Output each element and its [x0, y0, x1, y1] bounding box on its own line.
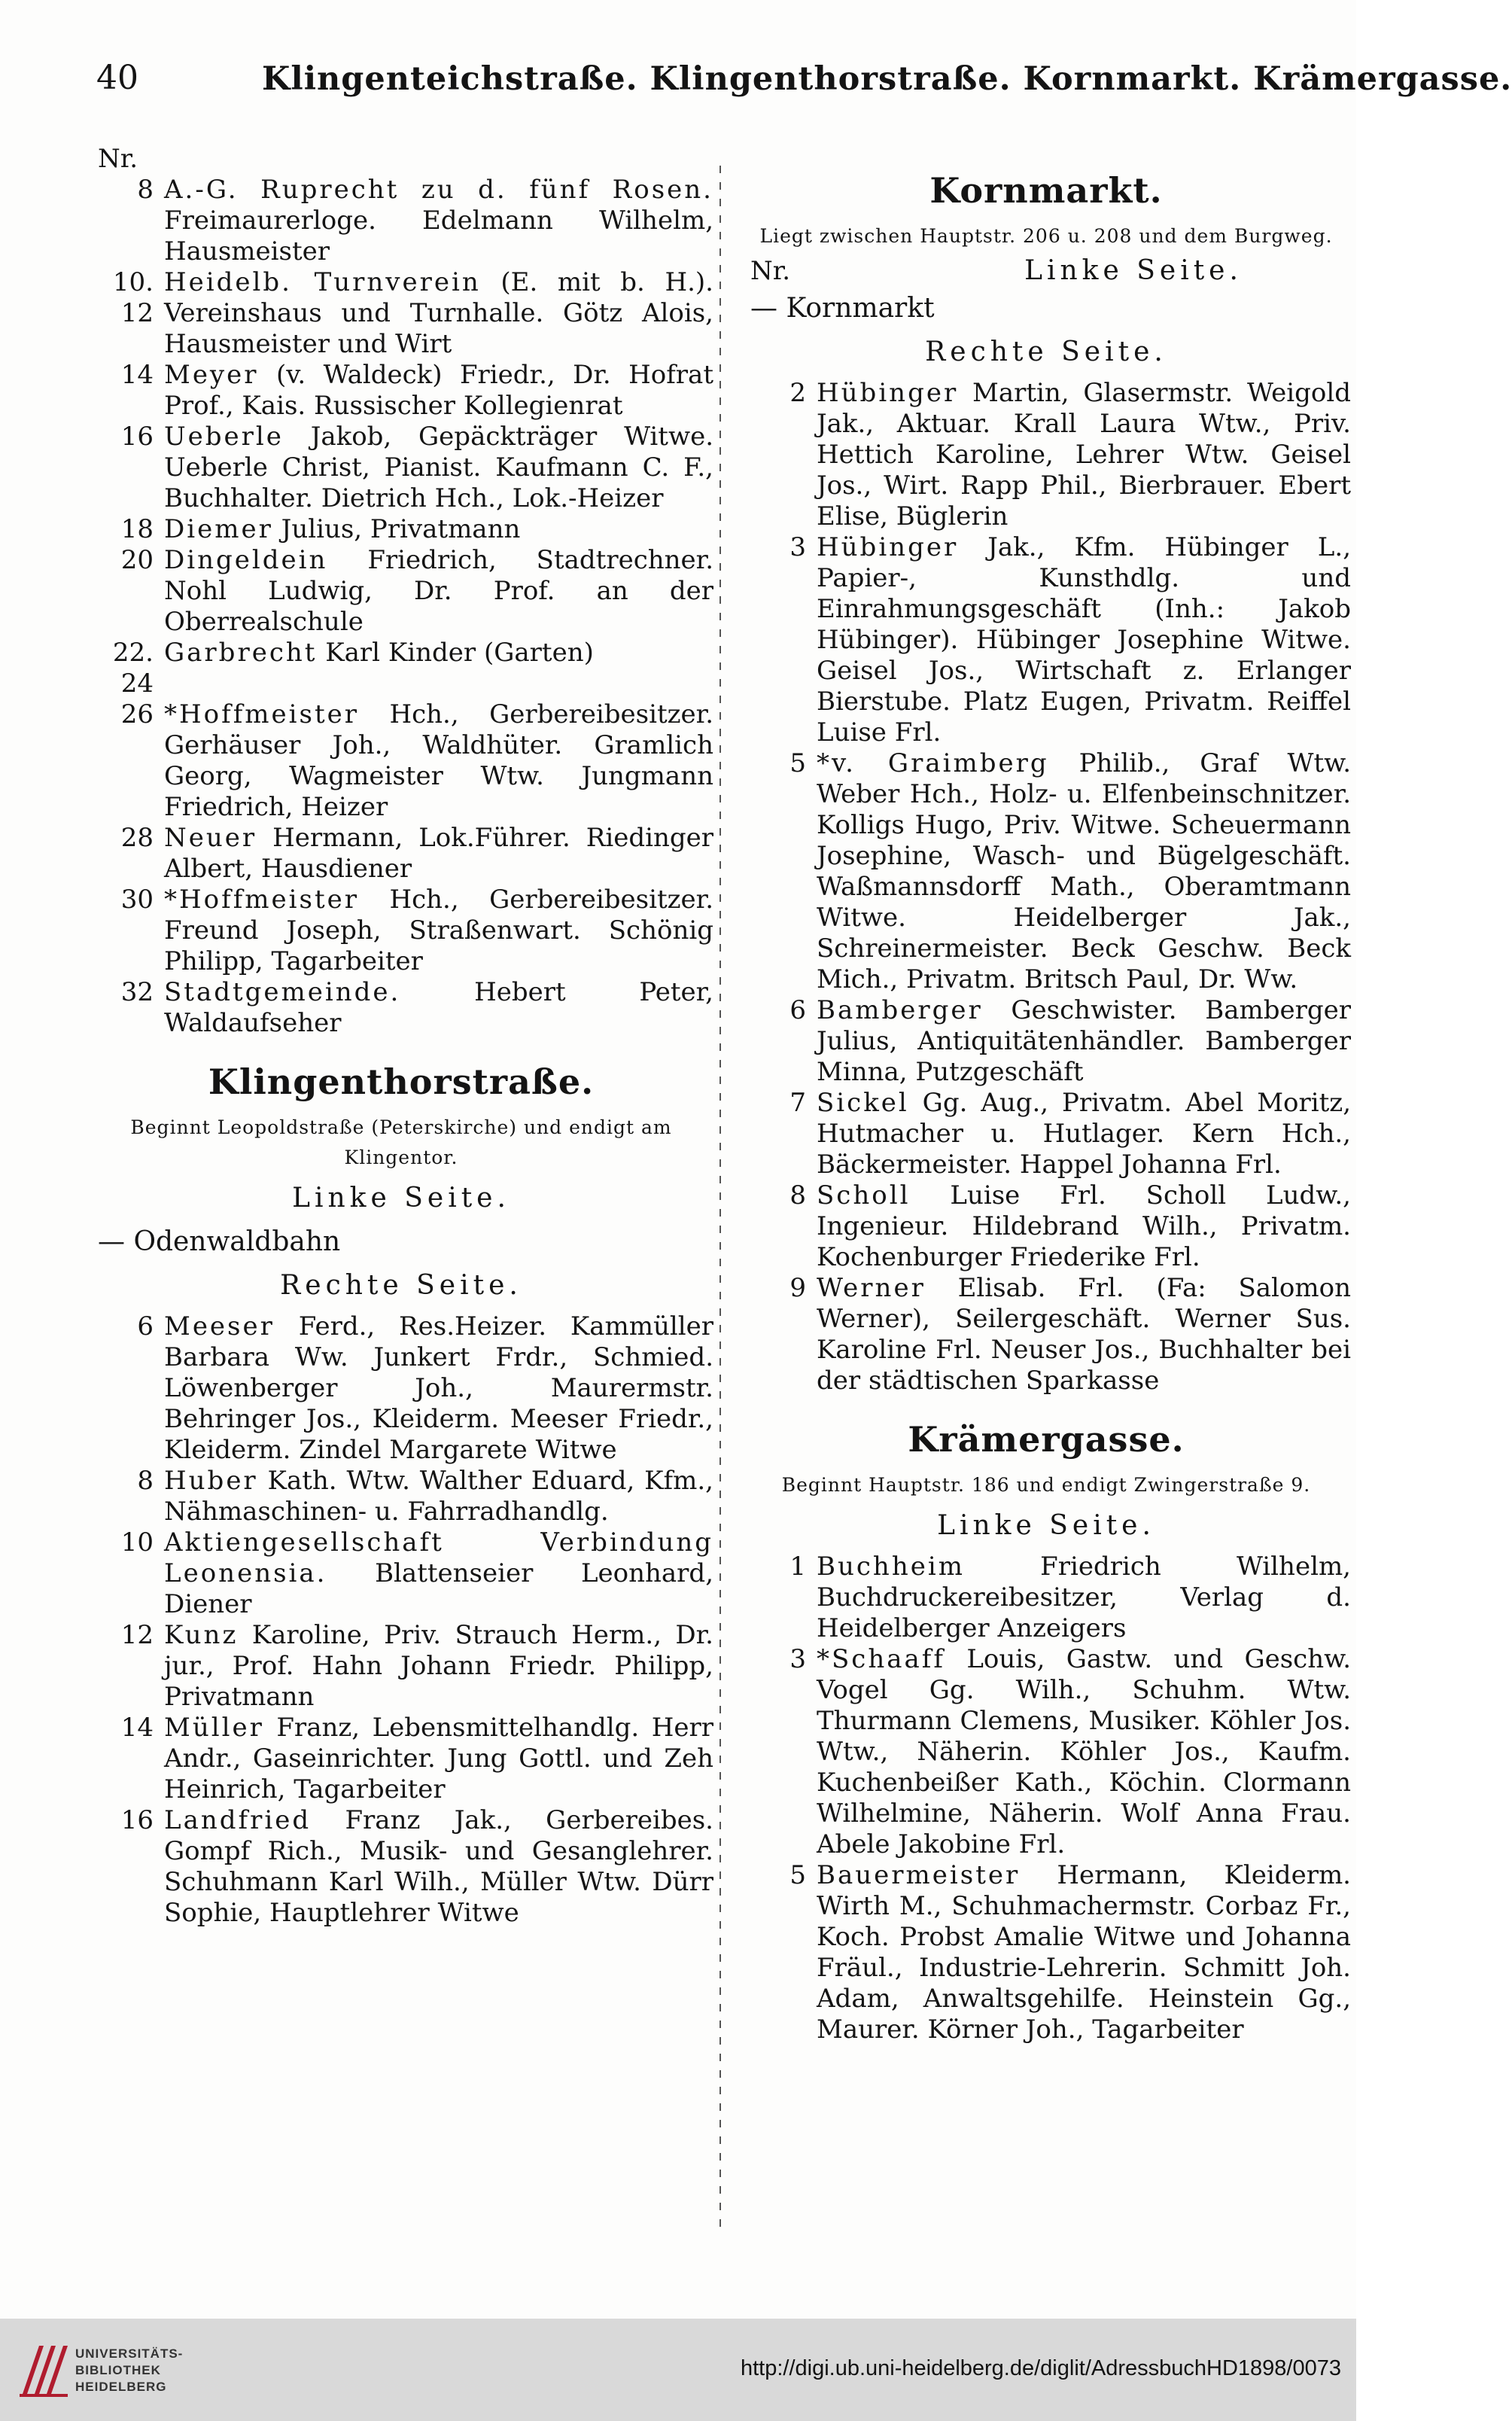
house-number: 10. 12	[112, 267, 154, 328]
page-header	[96, 54, 1512, 122]
entry-text	[164, 422, 713, 514]
resident-name: Hübinger	[817, 532, 959, 562]
library-name-line1: UNIVERSITÄTS-	[75, 2346, 184, 2361]
house-number: 28	[120, 823, 154, 853]
section-subtitle-kraemergasse: Beginnt Hauptstr. 186 und endigt Zwingerstraße 9.	[781, 1474, 1311, 1496]
address-entry	[89, 885, 713, 977]
house-number: 18	[120, 514, 154, 544]
address-entry	[89, 1805, 713, 1929]
section-title-kornmarkt: Kornmarkt.	[929, 170, 1163, 211]
kornmarkt-entries	[741, 378, 1351, 1396]
resident-name: Müller	[164, 1713, 264, 1743]
house-number: 26	[120, 699, 154, 729]
left-side-entry-kornmarkt: — Kornmarkt	[750, 293, 935, 324]
entry-text	[164, 1527, 713, 1620]
entry-text	[164, 545, 713, 638]
entry-text	[817, 748, 1351, 995]
resident-details: Hch., Gerbereibesitzer. Freund Joseph, Straßenwart. Schönig Philipp, Tagarbeiter	[164, 885, 713, 976]
address-entry	[89, 1466, 713, 1527]
entry-text	[817, 1088, 1351, 1180]
entry-text	[817, 1552, 1351, 1644]
section-subtitle-kornmarkt: Liegt zwischen Hauptstr. 206 u. 208 und dem Burgweg.	[759, 225, 1333, 247]
column-divider	[719, 166, 721, 2236]
left-side-heading-kornmarkt: Linke Seite.	[1024, 255, 1243, 286]
resident-details: Franz, Lebensmittelhandlg. Herr Andr., Gaseinrichter. Jung Gottl. und Zeh Heinrich, Tagarbeiter	[164, 1713, 713, 1804]
house-number: 16	[120, 422, 154, 452]
resident-details: (E. mit b. H.). Vereinshaus und Turnhalle. Götz Alois, Hausmeister und Wirt	[164, 267, 713, 359]
house-number: 3	[789, 532, 806, 562]
house-number: 5	[789, 748, 806, 778]
entry-text	[164, 175, 713, 267]
house-number: 2	[789, 378, 806, 408]
entry-text	[817, 378, 1351, 532]
library-name-line2: BIBLIOTHEK	[75, 2363, 161, 2377]
resident-name: *Schaaff	[817, 1644, 945, 1674]
address-entry	[741, 532, 1351, 748]
address-entry	[741, 1860, 1351, 2045]
resident-name: Werner	[817, 1273, 926, 1303]
address-entry	[89, 422, 713, 514]
address-entry	[89, 267, 713, 360]
resident-details: Karl Kinder (Garten)	[317, 638, 594, 668]
entry-text	[817, 1273, 1351, 1396]
address-entry	[89, 699, 713, 823]
resident-details: Hermann, Lok.Führer. Riedinger Albert, Hausdiener	[164, 823, 713, 884]
entry-text	[164, 1805, 713, 1929]
entry-text	[164, 1311, 713, 1466]
resident-name: Dingeldein	[164, 545, 328, 575]
resident-details: Friedrich, Stadtrechner. Nohl Ludwig, Dr. Prof. an der Oberrealschule	[164, 545, 713, 637]
house-number: 6	[789, 995, 806, 1025]
resident-details: Kath. Wtw. Walther Eduard, Kfm., Nähmaschinen- u. Fahrradhandlg.	[164, 1466, 713, 1527]
entry-text	[817, 1644, 1351, 1860]
resident-name: Garbrecht	[164, 638, 318, 668]
address-entry	[89, 823, 713, 885]
house-number: 7	[789, 1088, 806, 1118]
right-column	[741, 143, 1351, 2045]
address-entry	[741, 1552, 1351, 1644]
resident-name: Bauermeister	[817, 1860, 1021, 1890]
house-number: 32	[120, 977, 154, 1007]
address-entry	[741, 748, 1351, 995]
section-title-kraemergasse: Krämergasse.	[908, 1419, 1185, 1460]
resident-name: Landfried	[164, 1805, 312, 1835]
library-name-line3: HEIDELBERG	[75, 2380, 167, 2394]
resident-details: Blattenseier Leonhard, Diener	[164, 1558, 713, 1619]
resident-name: Bamberger	[817, 995, 983, 1025]
section-subtitle-klingenthorstrasse: Beginnt Leopoldstraße (Peterskirche) und endigt am Klingentor.	[130, 1116, 672, 1168]
resident-name: Meeser	[164, 1311, 275, 1341]
entry-text	[164, 977, 713, 1039]
page-number: 40	[96, 59, 138, 97]
resident-name: Sickel	[817, 1088, 909, 1118]
resident-name: *Hoffmeister	[164, 699, 360, 729]
address-entry	[89, 175, 713, 267]
house-number: 30	[120, 885, 154, 915]
entry-text	[164, 1620, 713, 1713]
left-side-heading: Linke Seite.	[292, 1183, 510, 1214]
right-side-heading-kornmarkt: Rechte Seite.	[925, 337, 1167, 367]
resident-name: Buchheim	[817, 1552, 965, 1582]
address-entry	[741, 995, 1351, 1088]
resident-name: Ueberle	[164, 422, 284, 452]
resident-details: Franz Jak., Gerbereibes. Gompf Rich., Musik- und Gesanglehrer. Schuhmann Karl Wilh., Müller Wtw. Dürr Sophie, Hauptlehrer Witwe	[164, 1805, 713, 1928]
entry-text	[164, 267, 713, 360]
house-number: 6	[137, 1311, 154, 1341]
resident-details: Louis, Gastw. und Geschw. Vogel Gg. Wilh., Schuhm. Wtw. Thurmann Clemens, Musiker. Köhler Jos. Wtw., Näherin. Köhler Jos., Kaufm. Kuchenbeißer Kath., Köchin. Clormann Wilhelmine, Näherin. Wolf Anna Frau. Abele Jakobine Frl.	[817, 1644, 1351, 1859]
resident-name: Aktiengesellschaft Verbindung Leonensia.	[164, 1527, 713, 1588]
address-entry	[89, 638, 713, 699]
entry-text	[164, 360, 713, 422]
nr-label: Nr.	[98, 144, 138, 174]
left-column	[89, 143, 713, 1929]
resident-details: Karoline, Priv. Strauch Herm., Dr. jur., Prof. Hahn Johann Friedr. Philipp, Privatmann	[164, 1620, 713, 1712]
house-number: 8	[789, 1180, 806, 1210]
kraemergasse-entries	[741, 1552, 1351, 2045]
address-entry	[741, 1088, 1351, 1180]
house-number: 3	[789, 1644, 806, 1674]
right-side-heading: Rechte Seite.	[280, 1270, 522, 1301]
address-entry	[741, 378, 1351, 532]
house-number: 22. 24	[112, 638, 154, 699]
house-number: 14	[120, 1713, 154, 1743]
entry-text	[817, 995, 1351, 1088]
resident-name: Huber	[164, 1466, 258, 1496]
entry-text	[164, 885, 713, 977]
house-number: 9	[789, 1273, 806, 1303]
house-number: 14	[120, 360, 154, 390]
address-entry	[89, 545, 713, 638]
resident-name: Diemer	[164, 514, 273, 544]
entry-text	[164, 699, 713, 823]
resident-details: Jak., Kfm. Hübinger L., Papier-, Kunsthdlg. und Einrahmungsgeschäft (Inh.: Jakob Hübinger). Hübinger Josephine Witwe. Geisel Jos., Wirtschaft z. Erlanger Bierstube. Platz Eugen, Privatm. Reiffel Luise Frl.	[817, 532, 1351, 748]
house-number: 5	[789, 1860, 806, 1890]
entry-text	[817, 532, 1351, 748]
entry-text	[817, 1860, 1351, 2045]
entry-text	[164, 514, 713, 545]
resident-name: Kunz	[164, 1620, 239, 1650]
resident-details: Martin, Glasermstr. Weigold Jak., Aktuar. Krall Laura Wtw., Priv. Hettich Karoline, Lehrer Wtw. Geisel Jos., Wirt. Rapp Phil., Bierbrauer. Ebert Elise, Büglerin	[817, 378, 1351, 531]
resident-details: Elisab. Frl. (Fa: Salomon Werner), Seilergeschäft. Werner Sus. Karoline Frl. Neuser Jos., Buchhalter bei der städtischen Sparkasse	[817, 1273, 1351, 1396]
house-number: 8	[137, 175, 154, 205]
house-number: 8	[137, 1466, 154, 1496]
address-entry	[741, 1644, 1351, 1860]
house-number: 20	[120, 545, 154, 575]
resident-details: Gg. Aug., Privatm. Abel Moritz, Hutmacher u. Hutlager. Kern Hch., Bäckermeister. Happel Johanna Frl.	[817, 1088, 1351, 1180]
resident-name: Neuer	[164, 823, 257, 853]
resident-details: Hebert Peter, Waldaufseher	[164, 977, 713, 1038]
resident-details: (v. Waldeck) Friedr., Dr. Hofrat Prof., Kais. Russischer Kollegienrat	[164, 360, 713, 421]
left-side-heading-kraemergasse: Linke Seite.	[937, 1510, 1155, 1541]
university-library-logo-icon	[17, 2340, 69, 2400]
resident-details: Julius, Privatmann	[272, 514, 521, 544]
klingenteichstrasse-entries	[89, 175, 713, 1039]
source-url[interactable]: http://digi.ub.uni-heidelberg.de/diglit/AdressbuchHD1898/0073	[740, 2356, 1341, 2380]
house-number: 10	[120, 1527, 154, 1558]
house-number: 1	[789, 1552, 806, 1582]
house-number: 16	[120, 1805, 154, 1835]
library-name	[75, 2346, 183, 2395]
resident-details: Jakob, Gepäckträger Witwe. Ueberle Christ, Pianist. Kaufmann C. F., Buchhalter. Dietrich Hch., Lok.-Heizer	[164, 422, 713, 513]
footer-bar	[0, 2319, 1356, 2421]
address-entry	[89, 1311, 713, 1466]
resident-name: *Hoffmeister	[164, 885, 360, 915]
entry-text	[164, 1713, 713, 1805]
resident-details: Ferd., Res.Heizer. Kammüller Barbara Ww. Junkert Frdr., Schmied. Löwenberger Joh., Maurermstr. Behringer Jos., Kleiderm. Meeser Friedr., Kleiderm. Zindel Margarete Witwe	[164, 1311, 713, 1465]
resident-details: Philib., Graf Wtw. Weber Hch., Holz- u. Elfenbeinschnitzer. Kolligs Hugo, Priv. Witwe. Scheuermann Josephine, Wasch- und Bügelgeschäft. Waßmannsdorff Math., Oberamtmann Witwe. Heidelberger Jak., Schreinermeister. Beck Geschw. Beck Mich., Privatm. Britsch Paul, Dr. Ww.	[817, 748, 1352, 994]
klingenthorstrasse-entries	[89, 1311, 713, 1929]
resident-details: Luise Frl. Scholl Ludw., Ingenieur. Hildebrand Wilh., Privatm. Kochenburger Friederike Frl.	[817, 1180, 1351, 1272]
resident-name: *v. Graimberg	[817, 748, 1049, 778]
address-entry	[741, 1273, 1351, 1396]
resident-details: Hch., Gerbereibesitzer. Gerhäuser Joh., Waldhüter. Gramlich Georg, Wagmeister Wtw. Jungmann Friedrich, Heizer	[164, 699, 713, 822]
resident-details: Freimaurerloge. Edelmann Wilhelm, Hausmeister	[164, 206, 713, 266]
house-number: 12	[120, 1620, 154, 1650]
resident-name: Hübinger	[817, 378, 959, 408]
address-entry	[741, 1180, 1351, 1273]
address-entry	[89, 514, 713, 545]
nr-label-right: Nr.	[750, 256, 791, 286]
entry-text	[164, 638, 713, 699]
address-entry	[89, 1620, 713, 1713]
address-entry	[89, 1713, 713, 1805]
resident-details: Hermann, Kleiderm. Wirth M., Schuhmachermstr. Corbaz Fr., Koch. Probst Amalie Witwe und Johanna Fräul., Industrie-Lehrerin. Schmitt Joh. Adam, Anwaltsgehilfe. Heinstein Gg., Maurer. Körner Joh., Tagarbeiter	[817, 1860, 1351, 2045]
address-entry	[89, 977, 713, 1039]
section-title-klingenthorstrasse: Klingenthorstraße.	[208, 1061, 595, 1102]
running-title: Klingenteichstraße. Klingenthorstraße. Kornmarkt. Krämergasse.	[262, 60, 1512, 98]
resident-details: Geschwister. Bamberger Julius, Antiquitätenhändler. Bamberger Minna, Putzgeschäft	[817, 995, 1351, 1087]
address-entry	[89, 1527, 713, 1620]
resident-details: Friedrich Wilhelm, Buchdruckereibesitzer, Verlag d. Heidelberger Anzeigers	[817, 1552, 1351, 1643]
resident-name: Heidelb. Turnverein	[164, 267, 481, 297]
entry-text	[817, 1180, 1351, 1273]
resident-name: A.-G. Ruprecht zu d. fünf Rosen.	[164, 175, 713, 205]
left-side-entry: — Odenwaldbahn	[98, 1226, 341, 1257]
entry-text	[164, 1466, 713, 1527]
resident-name: Meyer	[164, 360, 259, 390]
resident-name: Stadtgemeinde.	[164, 977, 401, 1007]
address-entry	[89, 360, 713, 422]
resident-name: Scholl	[817, 1180, 911, 1210]
entry-text	[164, 823, 713, 885]
